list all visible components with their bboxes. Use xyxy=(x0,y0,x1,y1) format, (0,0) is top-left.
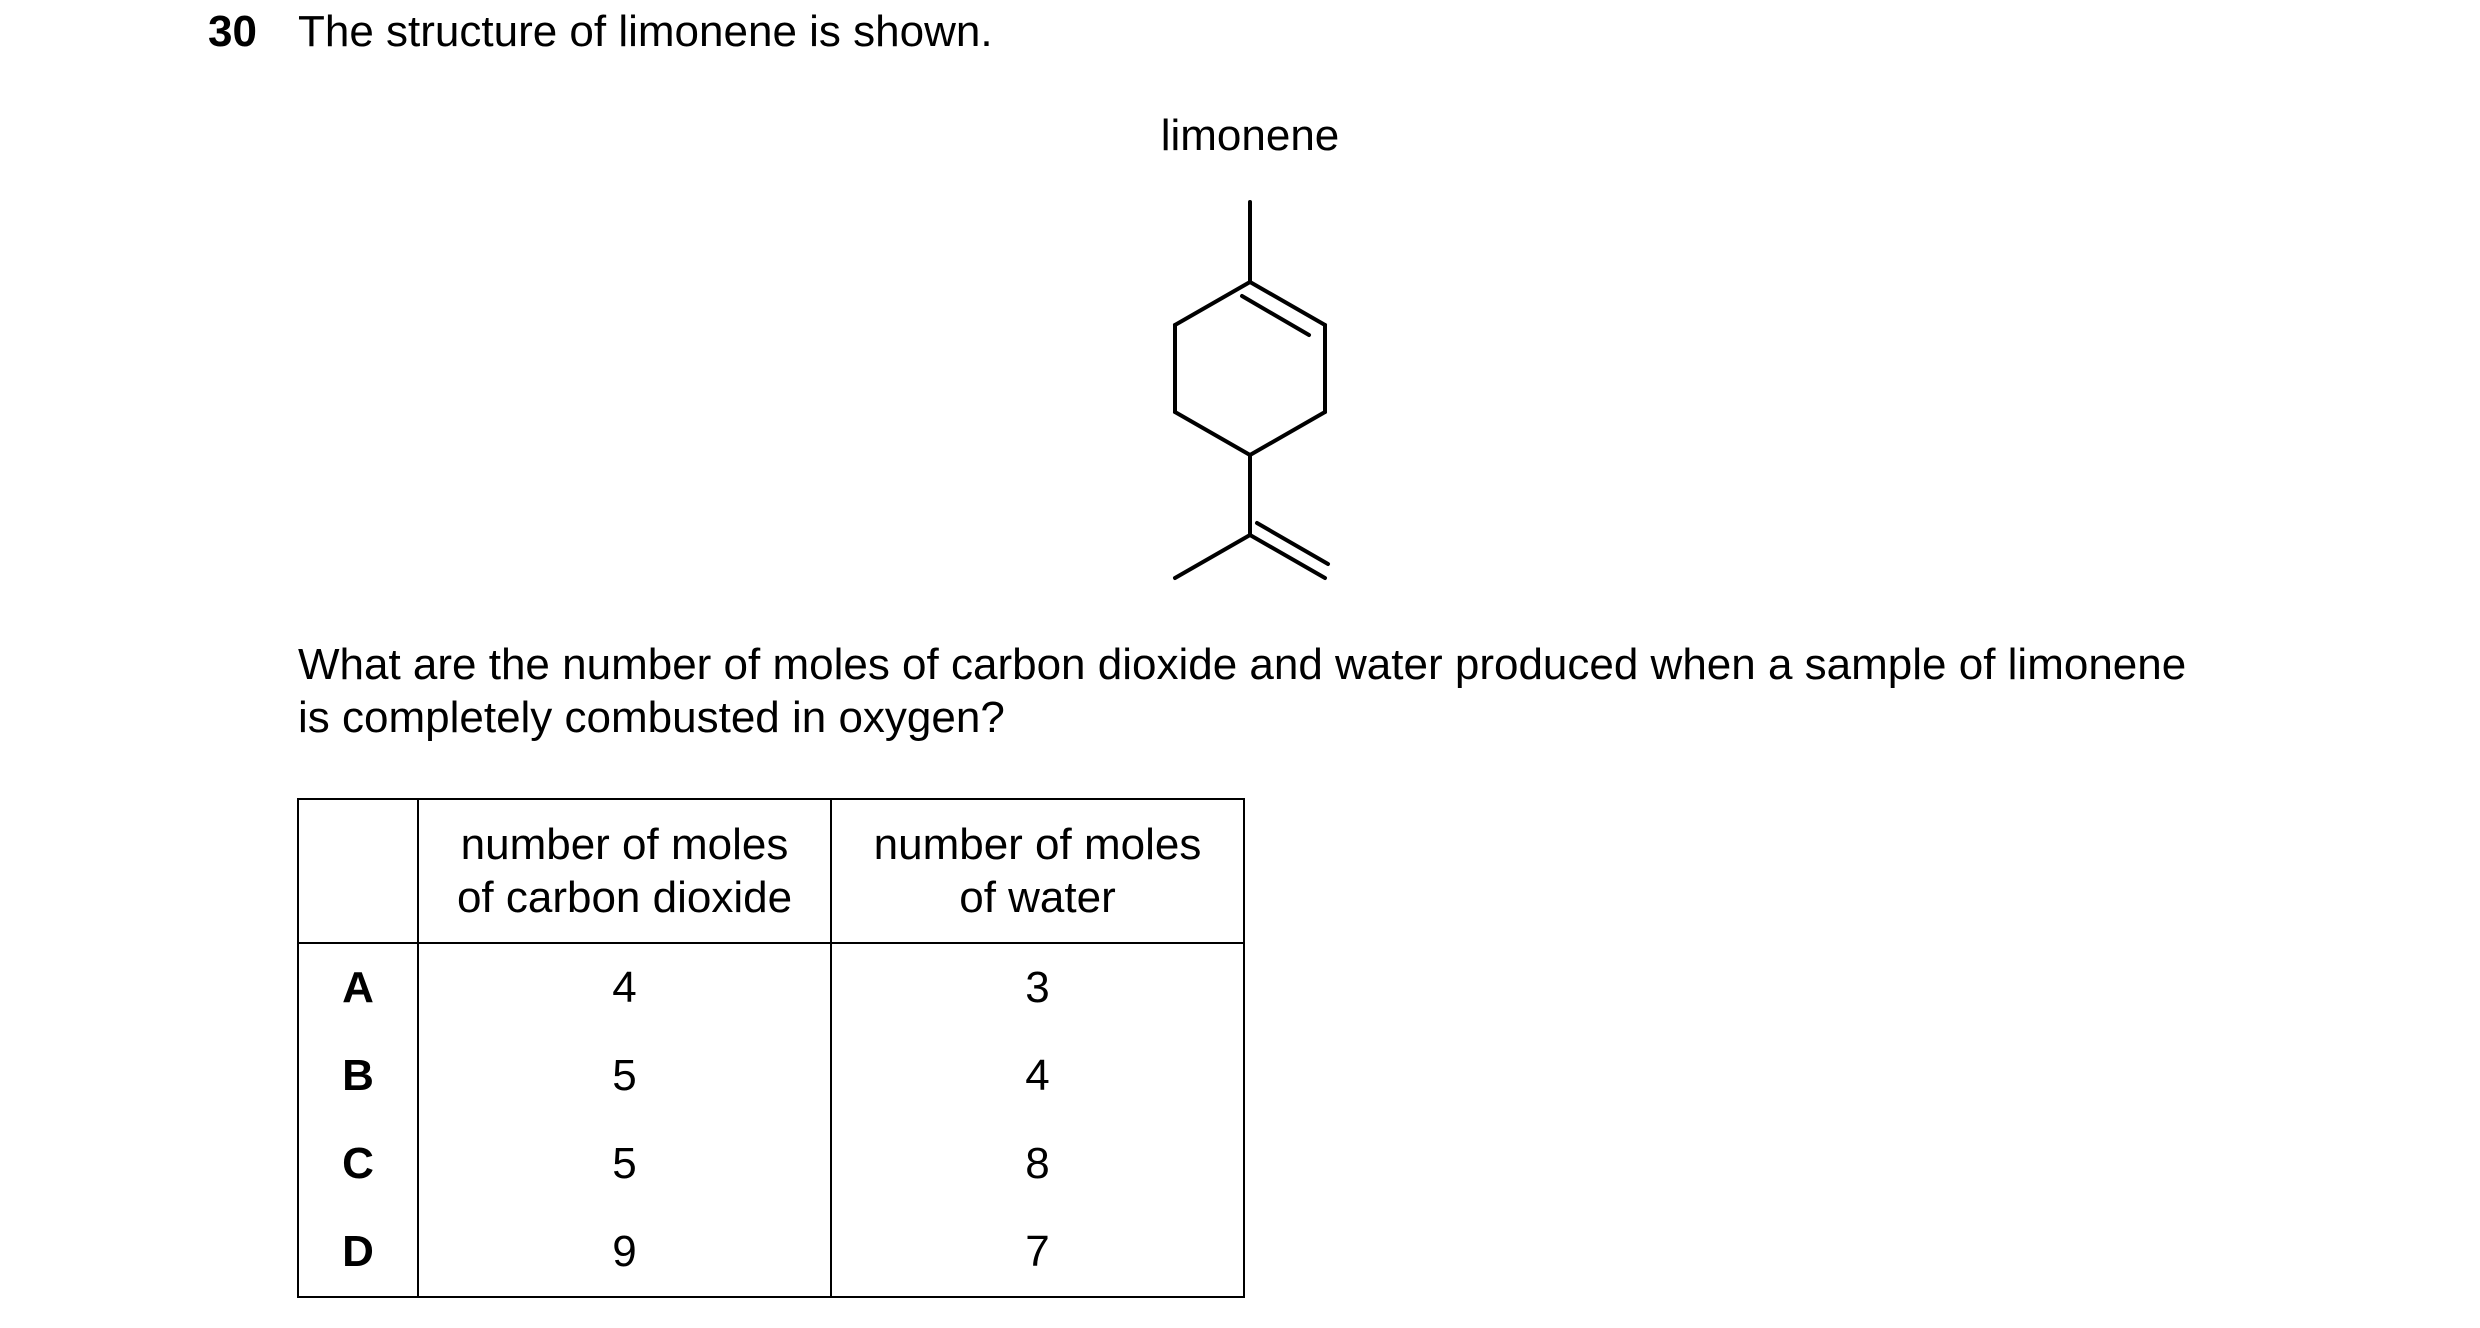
ring-bond xyxy=(1250,412,1325,455)
option-water-value: 8 xyxy=(831,1120,1244,1208)
option-co2-value: 9 xyxy=(418,1208,831,1297)
ring-bond xyxy=(1250,282,1325,325)
option-co2-value: 5 xyxy=(418,1120,831,1208)
header-water-line-1: number of moles xyxy=(873,820,1202,869)
question-prompt xyxy=(298,638,2338,744)
header-key-cell xyxy=(298,799,418,943)
option-key: B xyxy=(298,1032,418,1120)
header-carbon-dioxide-line-1: number of moles xyxy=(460,820,789,869)
option-key: A xyxy=(298,943,418,1032)
header-water xyxy=(831,799,1244,943)
option-key: D xyxy=(298,1208,418,1297)
header-water-line-2: of water xyxy=(959,873,1116,922)
ring-bond xyxy=(1175,412,1250,455)
option-row-a[interactable] xyxy=(298,943,1244,1032)
option-key: C xyxy=(298,1120,418,1208)
option-row-b[interactable] xyxy=(298,1032,1244,1120)
question-prompt-line-1: What are the number of moles of carbon dioxide and water produced when a sample of limonene xyxy=(298,640,2187,689)
option-co2-value: 5 xyxy=(418,1032,831,1120)
option-row-c[interactable] xyxy=(298,1120,1244,1208)
ring-bond xyxy=(1175,282,1250,325)
side-chain-methyl-bond xyxy=(1175,535,1250,578)
option-co2-value: 4 xyxy=(418,943,831,1032)
option-water-value: 4 xyxy=(831,1032,1244,1120)
answer-options-table xyxy=(297,798,1245,1298)
header-carbon-dioxide-line-2: of carbon dioxide xyxy=(456,873,793,922)
table-header-row xyxy=(298,799,1244,943)
molecule-label: limonene xyxy=(1160,111,1340,160)
ring-double-bond-inner xyxy=(1242,296,1309,335)
limonene-structure-diagram xyxy=(1100,190,1400,600)
header-carbon-dioxide xyxy=(418,799,831,943)
option-water-value: 7 xyxy=(831,1208,1244,1297)
question-prompt-line-2: is completely combusted in oxygen? xyxy=(298,693,1005,742)
option-row-d[interactable] xyxy=(298,1208,1244,1297)
question-stem: The structure of limonene is shown. xyxy=(298,7,993,56)
option-water-value: 3 xyxy=(831,943,1244,1032)
question-number: 30 xyxy=(208,7,257,56)
